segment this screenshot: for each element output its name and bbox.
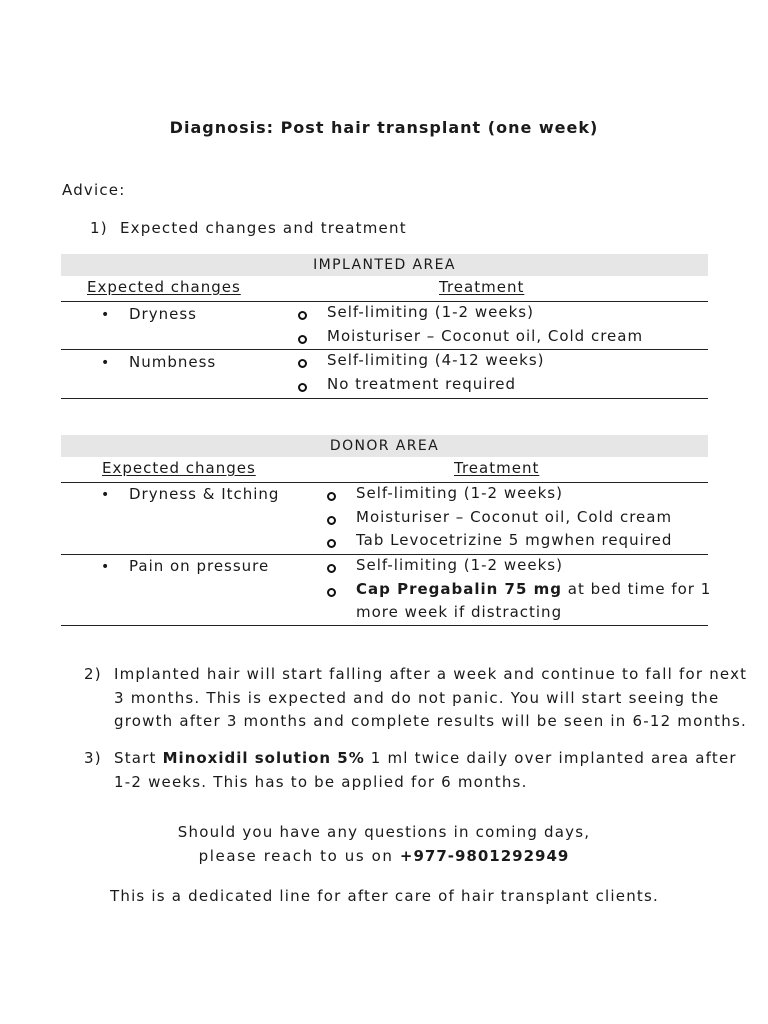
item2-line: growth after 3 months and complete results will be seen in 6-12 months. [114, 712, 747, 730]
circle-bullet-icon [298, 311, 307, 320]
divider [61, 625, 708, 626]
advice-label: Advice: [62, 181, 126, 199]
change-cell: Dryness [129, 305, 197, 323]
table-row [61, 483, 708, 553]
circle-bullet-icon [327, 492, 336, 501]
donor-area-heading: DONOR AREA [61, 435, 708, 457]
item1-text: Expected changes and treatment [120, 219, 407, 237]
footer-note: This is a dedicated line for after care of hair transplant clients. [110, 887, 659, 905]
item2-line: 3 months. This is expected and do not panic. You will start seeing the [114, 688, 720, 707]
implanted-area-table [61, 254, 708, 400]
circle-bullet-icon [298, 335, 307, 344]
circle-bullet-icon [327, 516, 336, 525]
treatment-cell: Self-limiting (1-2 weeks) [356, 556, 563, 574]
item3-number: 3) [84, 749, 102, 767]
contact-prompt: please reach to us on [198, 847, 400, 865]
divider [61, 398, 708, 399]
circle-bullet-icon [298, 359, 307, 368]
donor-table-header [61, 457, 708, 481]
treatment-cell: Self-limiting (1-2 weeks) [356, 484, 563, 502]
col-treatment: Treatment [439, 278, 525, 296]
item3-line [114, 747, 754, 771]
circle-bullet-icon [298, 383, 307, 392]
circle-bullet-icon [327, 588, 336, 597]
donor-area-table [61, 435, 712, 627]
table-row [61, 302, 708, 349]
treatment-cell: Tab Levocetrizine 5 mgwhen required [356, 531, 673, 549]
pregabalin-dose: Cap Pregabalin 75 mg [356, 580, 563, 598]
treatment-cell [356, 580, 711, 598]
minoxidil-dose: Minoxidil solution 5% [162, 749, 365, 767]
table-row [61, 350, 708, 398]
circle-bullet-icon [327, 564, 336, 573]
treatment-cell-continued: more week if distracting [356, 603, 563, 621]
page-title: Diagnosis: Post hair transplant (one week) [169, 118, 599, 137]
bullet-icon: • [101, 307, 111, 323]
item3-line: 1-2 weeks. This has to be applied for 6 months. [114, 772, 528, 791]
item1-number: 1) [90, 219, 108, 237]
item3-pre: Start [114, 749, 163, 767]
implanted-table-header [61, 276, 708, 300]
col-expected-changes: Expected changes [87, 278, 241, 296]
change-cell: Pain on pressure [129, 557, 270, 575]
item2-paragraph [114, 663, 754, 734]
treatment-cell: No treatment required [327, 375, 517, 393]
treatment-cell: Moisturiser – Coconut oil, Cold cream [356, 508, 673, 526]
treatment-cell: Moisturiser – Coconut oil, Cold cream [327, 327, 644, 345]
contact-line-2 [0, 847, 768, 865]
col-expected-changes: Expected changes [102, 459, 256, 477]
treatment-cell: Self-limiting (4-12 weeks) [327, 351, 545, 369]
pregabalin-instruction: at bed time for 1 [562, 580, 712, 598]
contact-line-1: Should you have any questions in coming days, [177, 823, 591, 841]
change-cell: Dryness & Itching [129, 485, 280, 503]
bullet-icon: • [101, 355, 111, 371]
item3-paragraph [114, 747, 754, 794]
bullet-icon: • [101, 559, 111, 575]
circle-bullet-icon [327, 539, 336, 548]
table-row [61, 555, 712, 625]
col-treatment: Treatment [454, 459, 540, 477]
change-cell: Numbness [129, 353, 217, 371]
treatment-cell: Self-limiting (1-2 weeks) [327, 303, 534, 321]
bullet-icon: • [101, 487, 111, 503]
item2-line: Implanted hair will start falling after a week and continue to fall for next [114, 665, 748, 683]
item3-post: 1 ml twice daily over implanted area after [364, 749, 737, 767]
phone-number[interactable]: +977-9801292949 [399, 847, 570, 865]
item2-number: 2) [84, 665, 102, 683]
implanted-area-heading: IMPLANTED AREA [61, 254, 708, 276]
